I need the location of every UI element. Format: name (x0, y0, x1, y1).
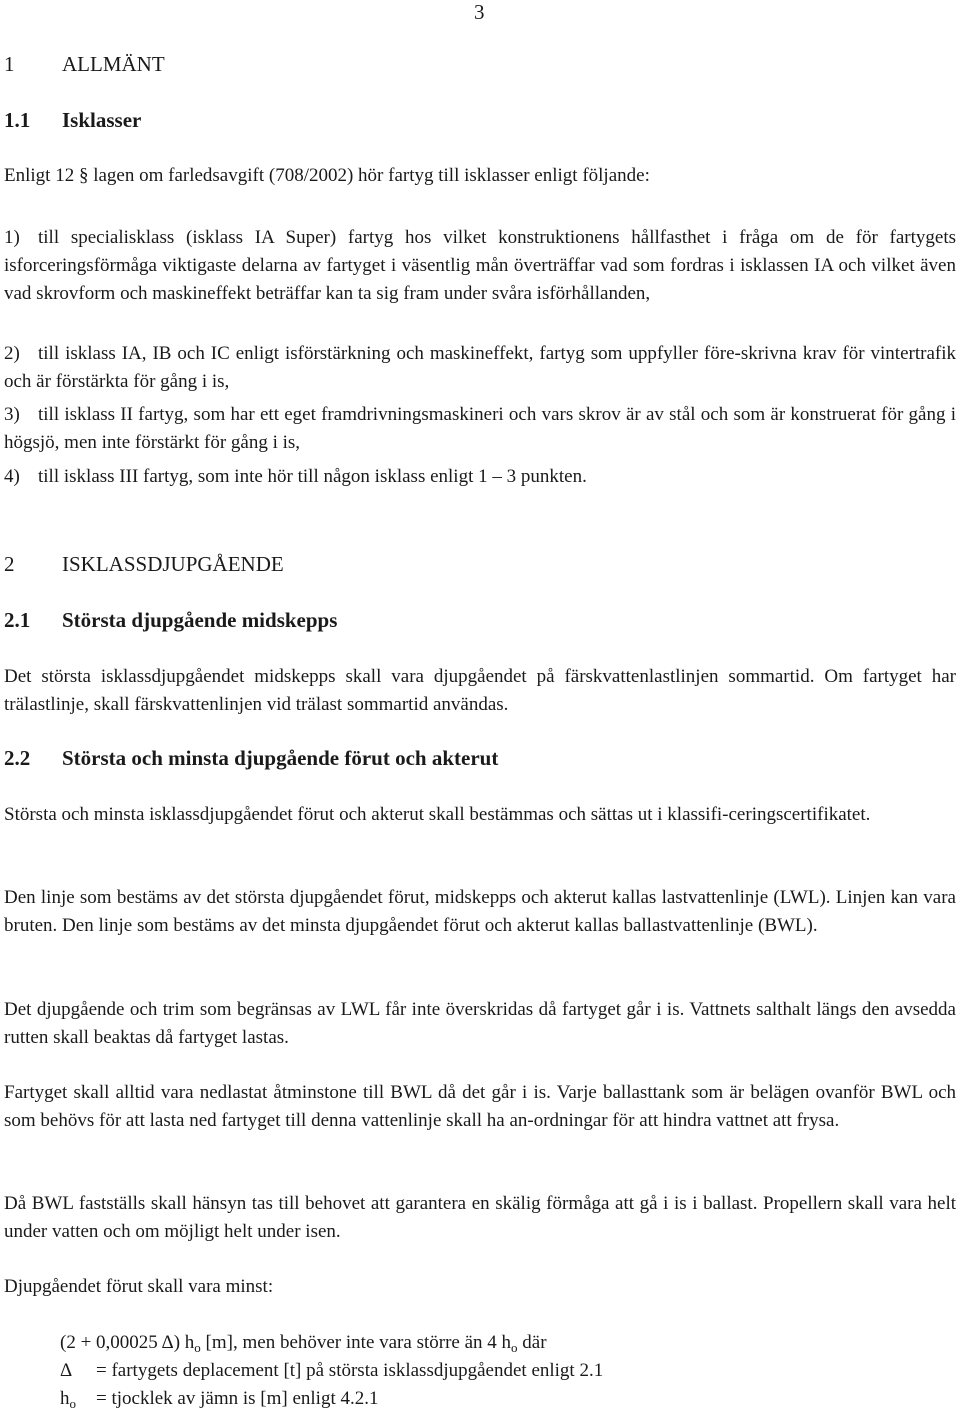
paragraph: Det största isklassdjupgåendet midskepps skall vara djupgåendet på färskvattenlastlinjen sommartid. Om fartyget har trälastlinje, skall färskvattenlinjen vid trälast sommartid användas. (4, 666, 956, 715)
delta-symbol: Δ (161, 1332, 174, 1353)
definition-text: = tjocklek av jämn is [m] enligt 4.2.1 (96, 1388, 379, 1409)
subsection-title: Isklasser (62, 108, 142, 132)
subsection-title: Största och minsta djupgående förut och akterut (62, 746, 499, 770)
definition-symbol: $h_o$ (60, 1388, 76, 1411)
list-marker: 2) (4, 343, 20, 364)
subsection-number: 1.1 (4, 108, 31, 132)
definition-row (60, 1385, 378, 1418)
formula-part: ) h (173, 1332, 195, 1353)
page-number: 3 (474, 0, 485, 24)
formula-part: [m], men behöver inte vara större än 4 h (200, 1332, 512, 1353)
list-text: till specialisklass (isklass IA Super) fartyg hos vilket konstruktionens hållfasthet i fråga om de för fartygets isforceringsförmåga viktigaste delarna av fartyget i väsentlig mån överträffar vad som fordras i isklassen IA och vilket även vad skrovform och maskineffekt beträffar kan ta sig fram under svåra isförhållanden, (4, 227, 956, 304)
section-title: ALLMÄNT (62, 52, 165, 76)
formula-part: där (517, 1332, 547, 1353)
subsection-title: Största djupgående midskepps (62, 608, 338, 632)
definition-text: = fartygets deplacement [t] på största isklassdjupgåendet enligt 2.1 (96, 1360, 604, 1381)
section-number: 2 (4, 552, 15, 576)
list-marker: 1) (4, 227, 20, 248)
list-item (4, 340, 956, 396)
subsection-2-2-heading (4, 746, 498, 771)
list-marker: 3) (4, 404, 20, 425)
list-text: till isklass II fartyg, som har ett eget framdrivningsmaskineri och vars skrov är av stål och som är konstruerat för gång i högsjö, men inte förstärkt för gång i is, (4, 404, 956, 453)
definition-row (60, 1357, 603, 1385)
section-number: 1 (4, 52, 15, 76)
section-1-heading (4, 52, 165, 77)
subsection-number: 2.1 (4, 608, 31, 632)
paragraph: Det djupgående och trim som begränsas av LWL får inte överskridas då fartyget går i is. Vattnets salthalt längs den avsedda rutten skall beaktas då fartyget lastas. (4, 999, 956, 1048)
paragraph: Största och minsta isklassdjupgåendet förut och akterut skall bestämmas och sättas ut i klassifi-ceringscertifikatet. (4, 804, 871, 825)
paragraph: Då BWL fastställs skall hänsyn tas till behovet att garantera en skälig förmåga att gå i is i ballast. Propellern skall vara helt under vatten och om möjligt helt under isen. (4, 1193, 956, 1242)
formula-part: (2 + 0,00025 (60, 1332, 162, 1353)
paragraph: Djupgåendet förut skall vara minst: (4, 1276, 274, 1297)
definition-symbol: Δ (60, 1360, 73, 1381)
list-item (4, 463, 956, 491)
subsection-1-1-heading (4, 108, 141, 133)
subsection-2-1-heading (4, 608, 337, 633)
list-text: till isklass III fartyg, som inte hör till någon isklass enligt 1 – 3 punkten. (38, 466, 587, 487)
list-text: till isklass IA, IB och IC enligt isförstärkning och maskineffekt, fartyg som uppfyller före-skrivna krav för vintertrafik och är förstärkta för gång i is, (4, 343, 956, 392)
section-2-heading (4, 552, 284, 577)
paragraph: Den linje som bestäms av det största djupgåendet förut, midskepps och akterut kallas lastvattenlinje (LWL). Linjen kan vara bruten. Den linje som bestäms av det minsta djupgåendet förut och akterut kallas ballastvattenlinje (BWL). (4, 887, 956, 936)
list-item (4, 401, 956, 457)
intro-paragraph: Enligt 12 § lagen om farledsavgift (708/2002) hör fartyg till isklasser enligt följande: (4, 165, 650, 186)
section-title: ISKLASSDJUPGÅENDE (62, 552, 284, 576)
subsection-number: 2.2 (4, 746, 31, 770)
paragraph: Fartyget skall alltid vara nedlastat åtminstone till BWL då det går i is. Varje ballasttank som är belägen ovanför BWL och som behövs för att lasta ned fartyget till denna vattenlinje skall ha an-ordningar för att hindra vattnet att frysa. (4, 1082, 956, 1131)
subscript: o (194, 1340, 201, 1355)
list-item (4, 224, 956, 307)
list-marker: 4) (4, 466, 20, 487)
subscript: o (511, 1340, 518, 1355)
